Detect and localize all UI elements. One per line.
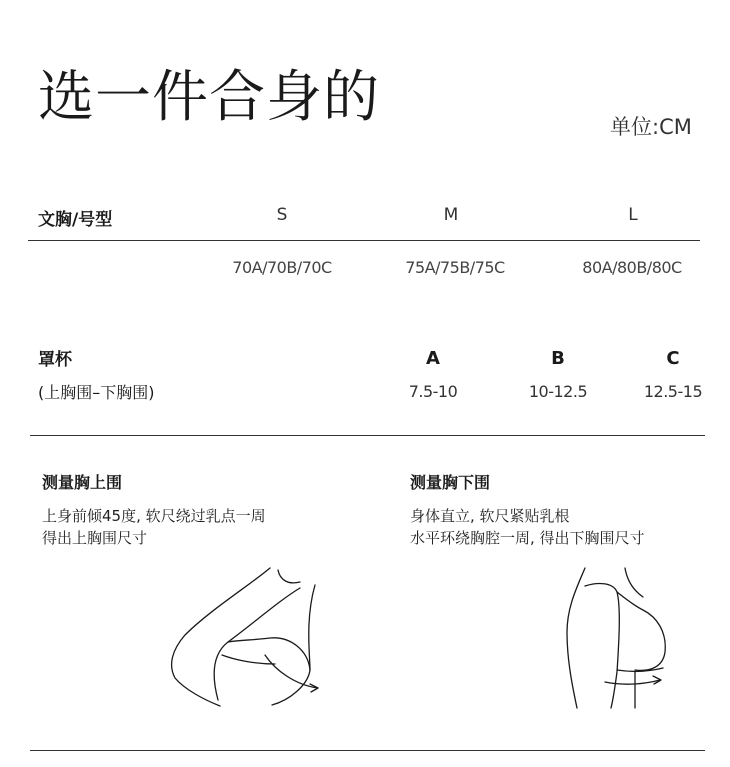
bottom-divider (30, 750, 705, 751)
cup-a-header: A (426, 348, 440, 369)
cup-table-label: 罩杯 (38, 350, 72, 370)
unit-label: 单位:CM (610, 115, 692, 139)
measure-upper-line-1: 上身前倾45度, 软尺绕过乳点一周 (42, 507, 266, 525)
measure-upper-line-2: 得出上胸围尺寸 (42, 529, 148, 547)
cup-a-range: 7.5-10 (408, 382, 458, 401)
measure-lower-line-2: 水平环绕胸腔一周, 得出下胸围尺寸 (410, 529, 645, 547)
measure-upper-title: 测量胸上围 (42, 473, 123, 492)
size-l-header: L (628, 205, 638, 225)
measure-lower-line-1: 身体直立, 软尺紧贴乳根 (410, 507, 570, 525)
band-m-value: 75A/75B/75C (405, 258, 505, 277)
upper-bust-illustration (160, 560, 340, 710)
band-s-value: 70A/70B/70C (232, 258, 332, 277)
cup-c-header: C (666, 348, 680, 369)
under-bust-illustration (555, 562, 685, 712)
measure-lower-title: 测量胸下围 (410, 473, 491, 492)
cup-b-range: 10-12.5 (528, 382, 588, 401)
page-title: 选一件合身的 (38, 65, 380, 130)
size-s-header: S (276, 205, 288, 225)
section-divider (30, 435, 705, 436)
size-m-header: M (443, 205, 459, 225)
table-divider (28, 240, 700, 241)
cup-table-sublabel: (上胸围–下胸围) (38, 383, 155, 402)
band-l-value: 80A/80B/80C (582, 258, 682, 277)
cup-b-header: B (551, 348, 565, 369)
cup-c-range: 12.5-15 (643, 382, 703, 401)
size-table-label: 文胸/号型 (38, 210, 113, 230)
